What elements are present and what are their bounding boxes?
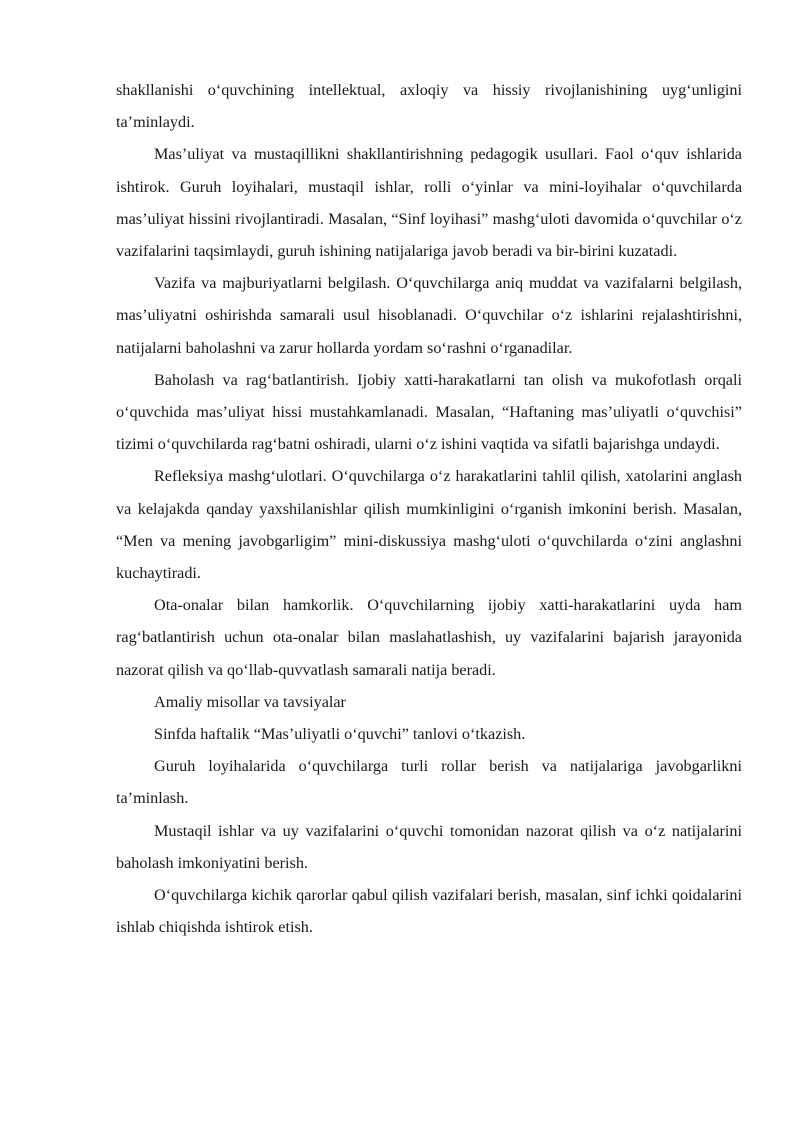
section-heading-practical-examples: Amaliy misollar va tavsiyalar [154,692,346,711]
recommendation-item: Guruh loyihalarida o‘quvchilarga turli rollar berish va natijalariga javobgarlikni ta’minlash. [116,757,742,808]
paragraph-tasks-duties: Vazifa va majburiyatlarni belgilash. O‘quvchilarga aniq muddat va vazifalarni belgilash, mas’uliyatni oshirishda samarali usul hisoblanadi. O‘quvchilar o‘z ishlarini rejalashtirishni, natijalarni baholashni va zarur hollarda yordam so‘rashni o‘rganadilar. [116,274,742,357]
paragraph-parent-cooperation: Ota-onalar bilan hamkorlik. O‘quvchilarning ijobiy xatti-harakatlarini uyda ham rag‘batlantirish uchun ota-onalar bilan maslahatlashish, uy vazifalarini bajarish jarayonida nazorat qilish va qo‘llab-quvvatlash samarali natija beradi. [116,596,742,679]
paragraph-responsibility-methods: Mas’uliyat va mustaqillikni shakllantirishning pedagogik usullari. Faol o‘quv ishlarida ishtirok. Guruh loyihalari, mustaqil ishlar, rolli o‘yinlar va mini-loyihalar o‘quvchilarda mas’uliyat hissini rivojlantiradi. Masalan, “Sinf loyihasi” mashg‘uloti davomida o‘quvchilar o‘z vazifalarini taqsimlaydi, guruh ishining natijalariga javob beradi va bir-birini kuzatadi. [116,145,742,261]
paragraph-continuation: shakllanishi o‘quvchining intellektual, axloqiy va hissiy rivojlanishining uyg‘unligini ta’minlaydi. [116,81,742,132]
recommendation-item: O‘quvchilarga kichik qarorlar qabul qilish vazifalari berish, masalan, sinf ichki qoidalarini ishlab chiqishda ishtirok etish. [116,886,742,937]
paragraph-reflection: Refleksiya mashg‘ulotlari. O‘quvchilarga o‘z harakatlarini tahlil qilish, xatolarini anglash va kelajakda qanday yaxshilanishlar qilish mumkinligini o‘rganish imkonini berish. Masalan, “Men va mening javobgarligim” mini-diskussiya mashg‘uloti o‘quvchilarda o‘zini anglashni kuchaytiradi. [116,467,742,583]
recommendation-item: Sinfda haftalik “Mas’uliyatli o‘quvchi” tanlovi o‘tkazish. [154,725,526,744]
recommendation-item: Mustaqil ishlar va uy vazifalarini o‘quvchi tomonidan nazorat qilish va o‘z natijalarini baholash imkoniyatini berish. [116,821,742,872]
paragraph-evaluation-motivation: Baholash va rag‘batlantirish. Ijobiy xatti-harakatlarni tan olish va mukofotlash orqali o‘quvchida mas’uliyat hissi mustahkamlanadi. Masalan, “Haftaning mas’uliyatli o‘quvchisi” tizimi o‘quvchilarda rag‘batni oshiradi, ularni o‘z ishini vaqtida va sifatli bajarishga undaydi. [116,370,742,454]
document-page [116,74,742,943]
